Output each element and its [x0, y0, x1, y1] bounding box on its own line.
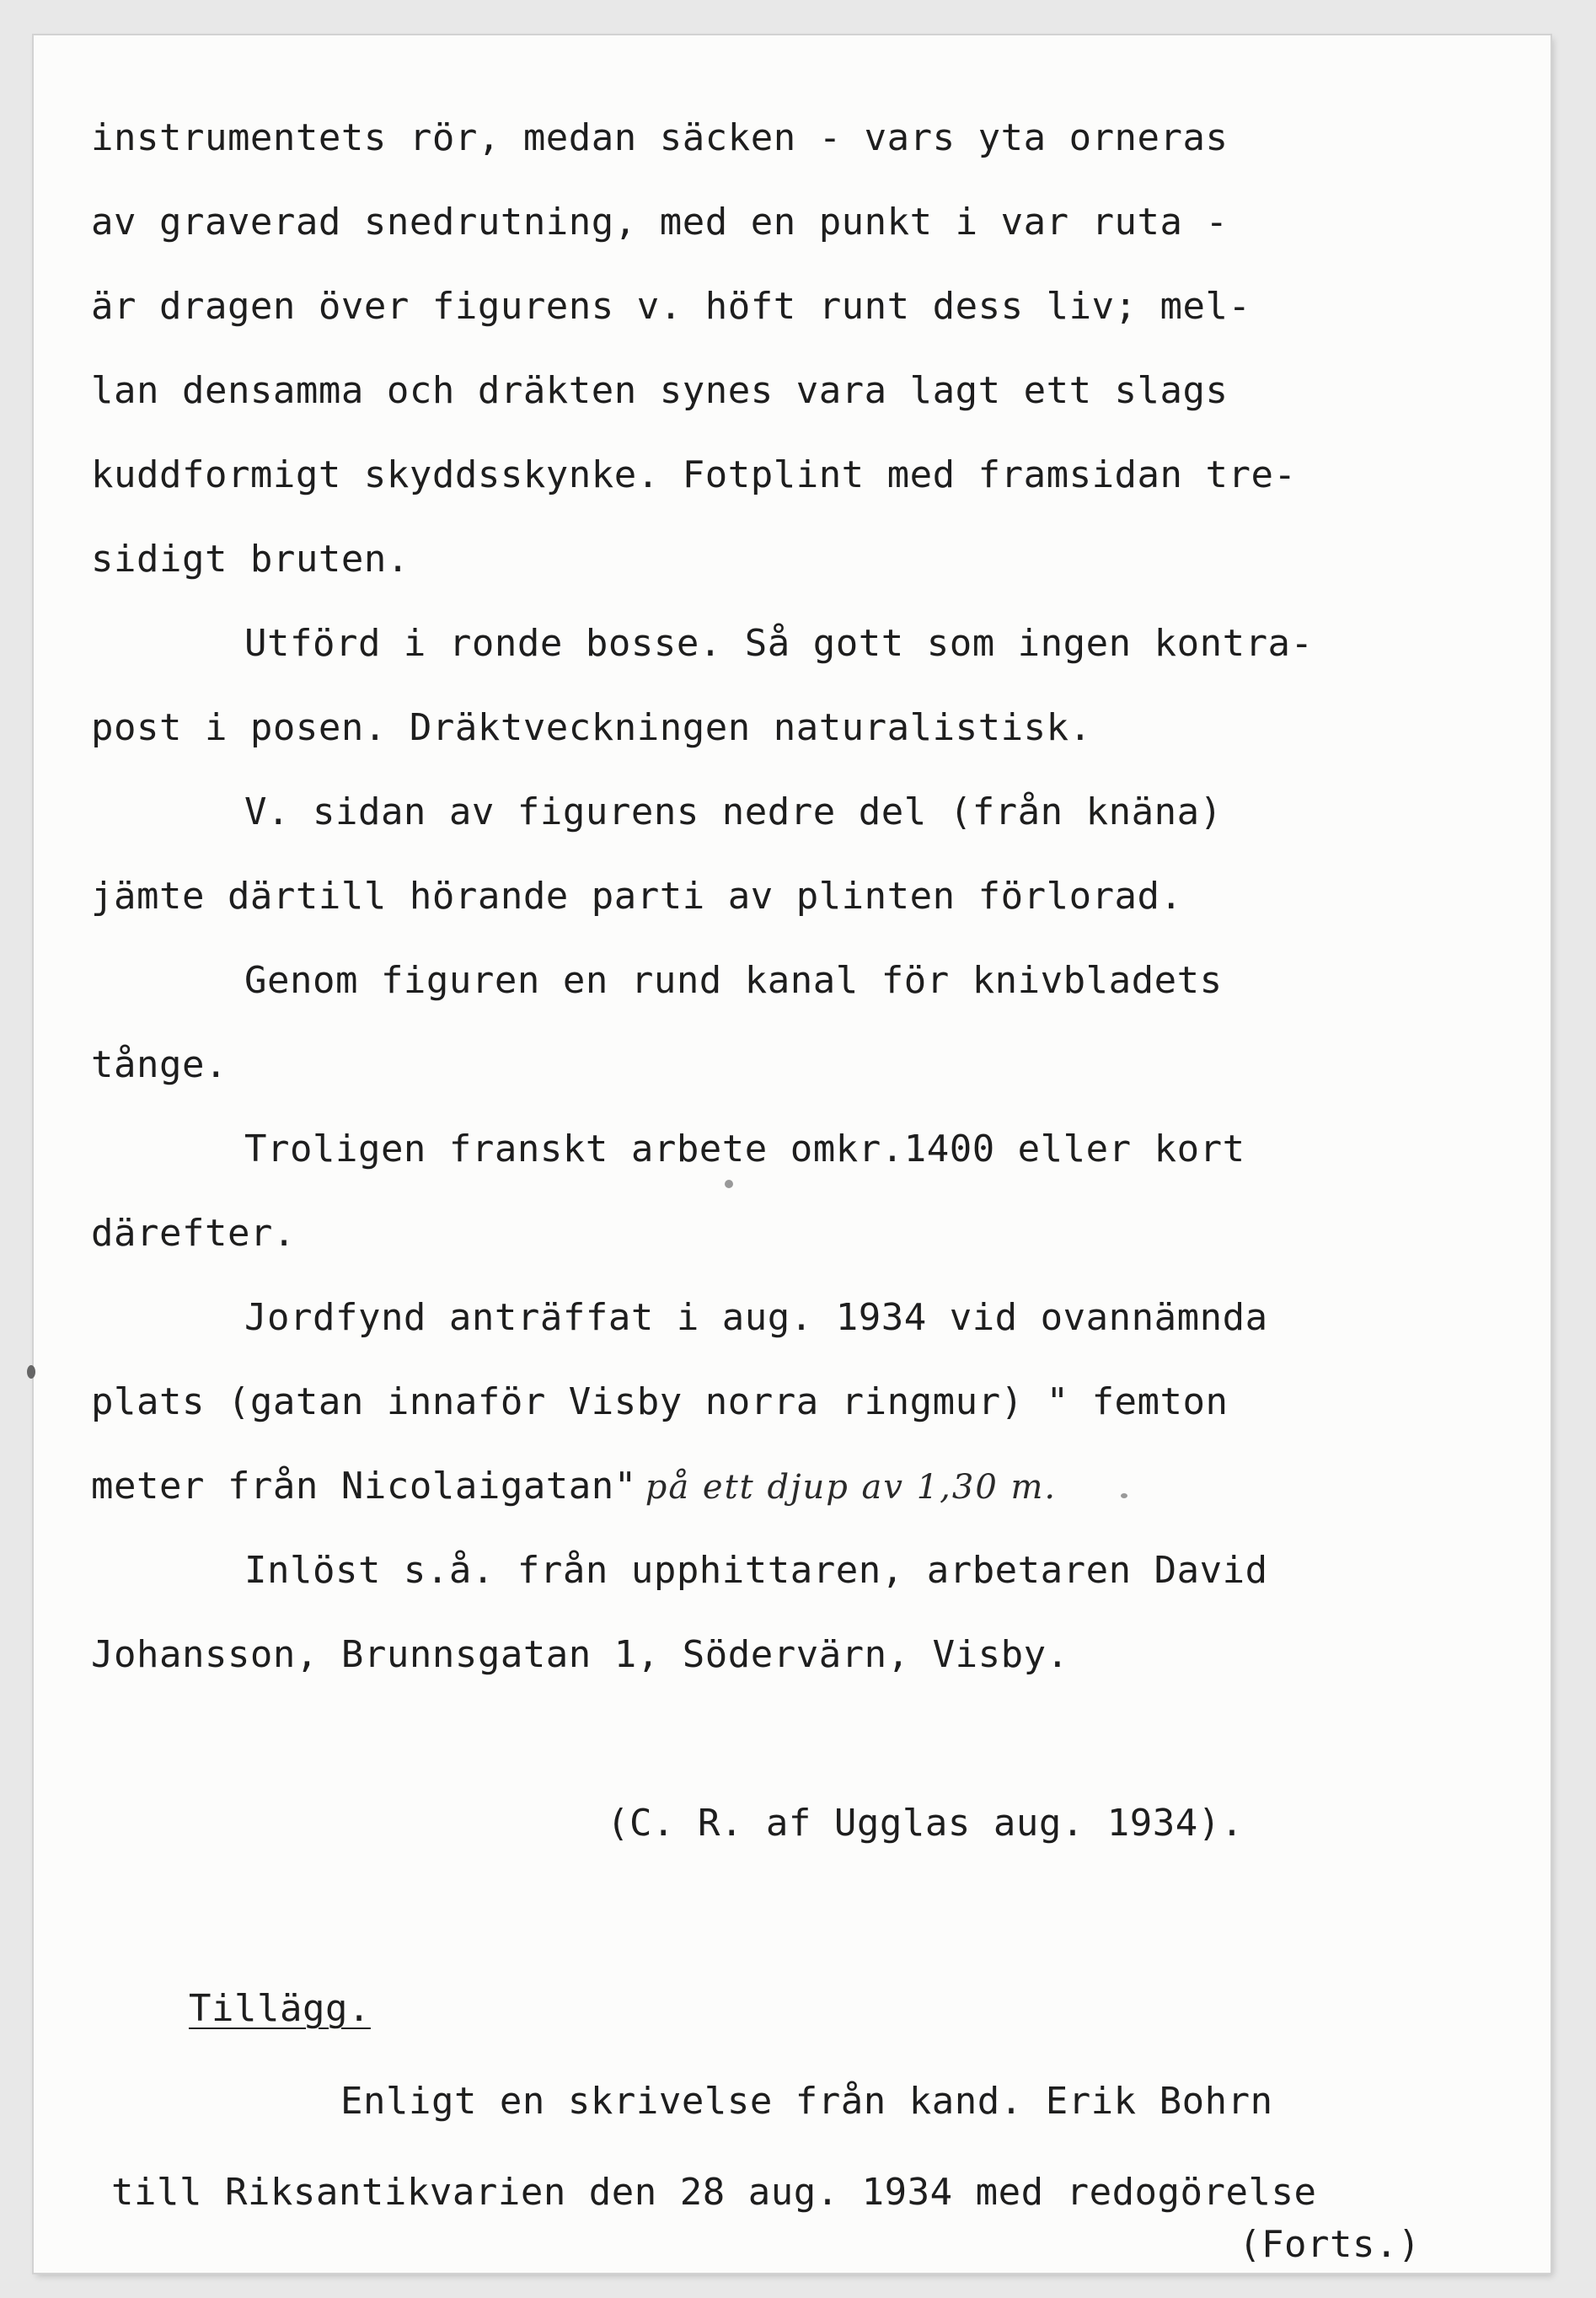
- addendum-line-1: Enligt en skrivelse från kand. Erik Bohrn: [340, 2080, 1273, 2123]
- text-line-1: instrumentets rör, medan säcken - vars yta orneras: [91, 116, 1229, 159]
- text-line-2: av graverad snedrutning, med en punkt i var ruta -: [91, 201, 1229, 244]
- text-line-17: [91, 1463, 1057, 1511]
- text-line-3: är dragen över figurens v. höft runt dess liv; mel-: [91, 285, 1251, 328]
- text-line-19: Johansson, Brunnsgatan 1, Södervärn, Visby.: [91, 1633, 1069, 1676]
- addendum-heading: Tillägg.: [189, 1987, 371, 2030]
- text-line-8: post i posen. Dräktveckningen naturalistisk.: [91, 706, 1092, 749]
- paper-speck: [1121, 1493, 1127, 1498]
- text-line-11: Genom figuren en rund kanal för knivbladets: [244, 959, 1223, 1002]
- text-line-16: plats (gatan innaför Visby norra ringmur) " femton: [91, 1380, 1229, 1423]
- paper-speck: [725, 1180, 733, 1188]
- text-line-18: Inlöst s.å. från upphittaren, arbetaren David: [244, 1549, 1268, 1592]
- signature-line: (C. R. af Ugglas aug. 1934).: [607, 1802, 1244, 1845]
- text-line-13: Troligen franskt arbete omkr.1400 eller kort: [244, 1128, 1245, 1170]
- text-line-10: jämte därtill hörande parti av plinten förlorad.: [91, 875, 1183, 918]
- typed-page: [34, 35, 1550, 2273]
- text-line-14: därefter.: [91, 1212, 296, 1255]
- edge-mark: [27, 1365, 35, 1379]
- text-line-12: tånge.: [91, 1043, 228, 1086]
- text-line-5: kuddformigt skyddsskynke. Fotplint med framsidan tre-: [91, 453, 1297, 496]
- text-line-15: Jordfynd anträffat i aug. 1934 vid ovannämnda: [244, 1296, 1268, 1339]
- continuation-note: (Forts.): [1239, 2223, 1421, 2266]
- handwritten-insert: på ett djup av 1,30 m.: [645, 1468, 1058, 1507]
- text-line-6: sidigt bruten.: [91, 538, 410, 581]
- text-line-7: Utförd i ronde bosse. Så gott som ingen kontra-: [244, 622, 1314, 665]
- typed-segment: meter från Nicolaigatan": [91, 1465, 637, 1508]
- addendum-line-2: till Riksantikvarien den 28 aug. 1934 med redogörelse: [111, 2171, 1317, 2214]
- text-line-4: lan densamma och dräkten synes vara lagt ett slags: [91, 369, 1229, 412]
- text-line-9: V. sidan av figurens nedre del (från knäna): [244, 790, 1223, 833]
